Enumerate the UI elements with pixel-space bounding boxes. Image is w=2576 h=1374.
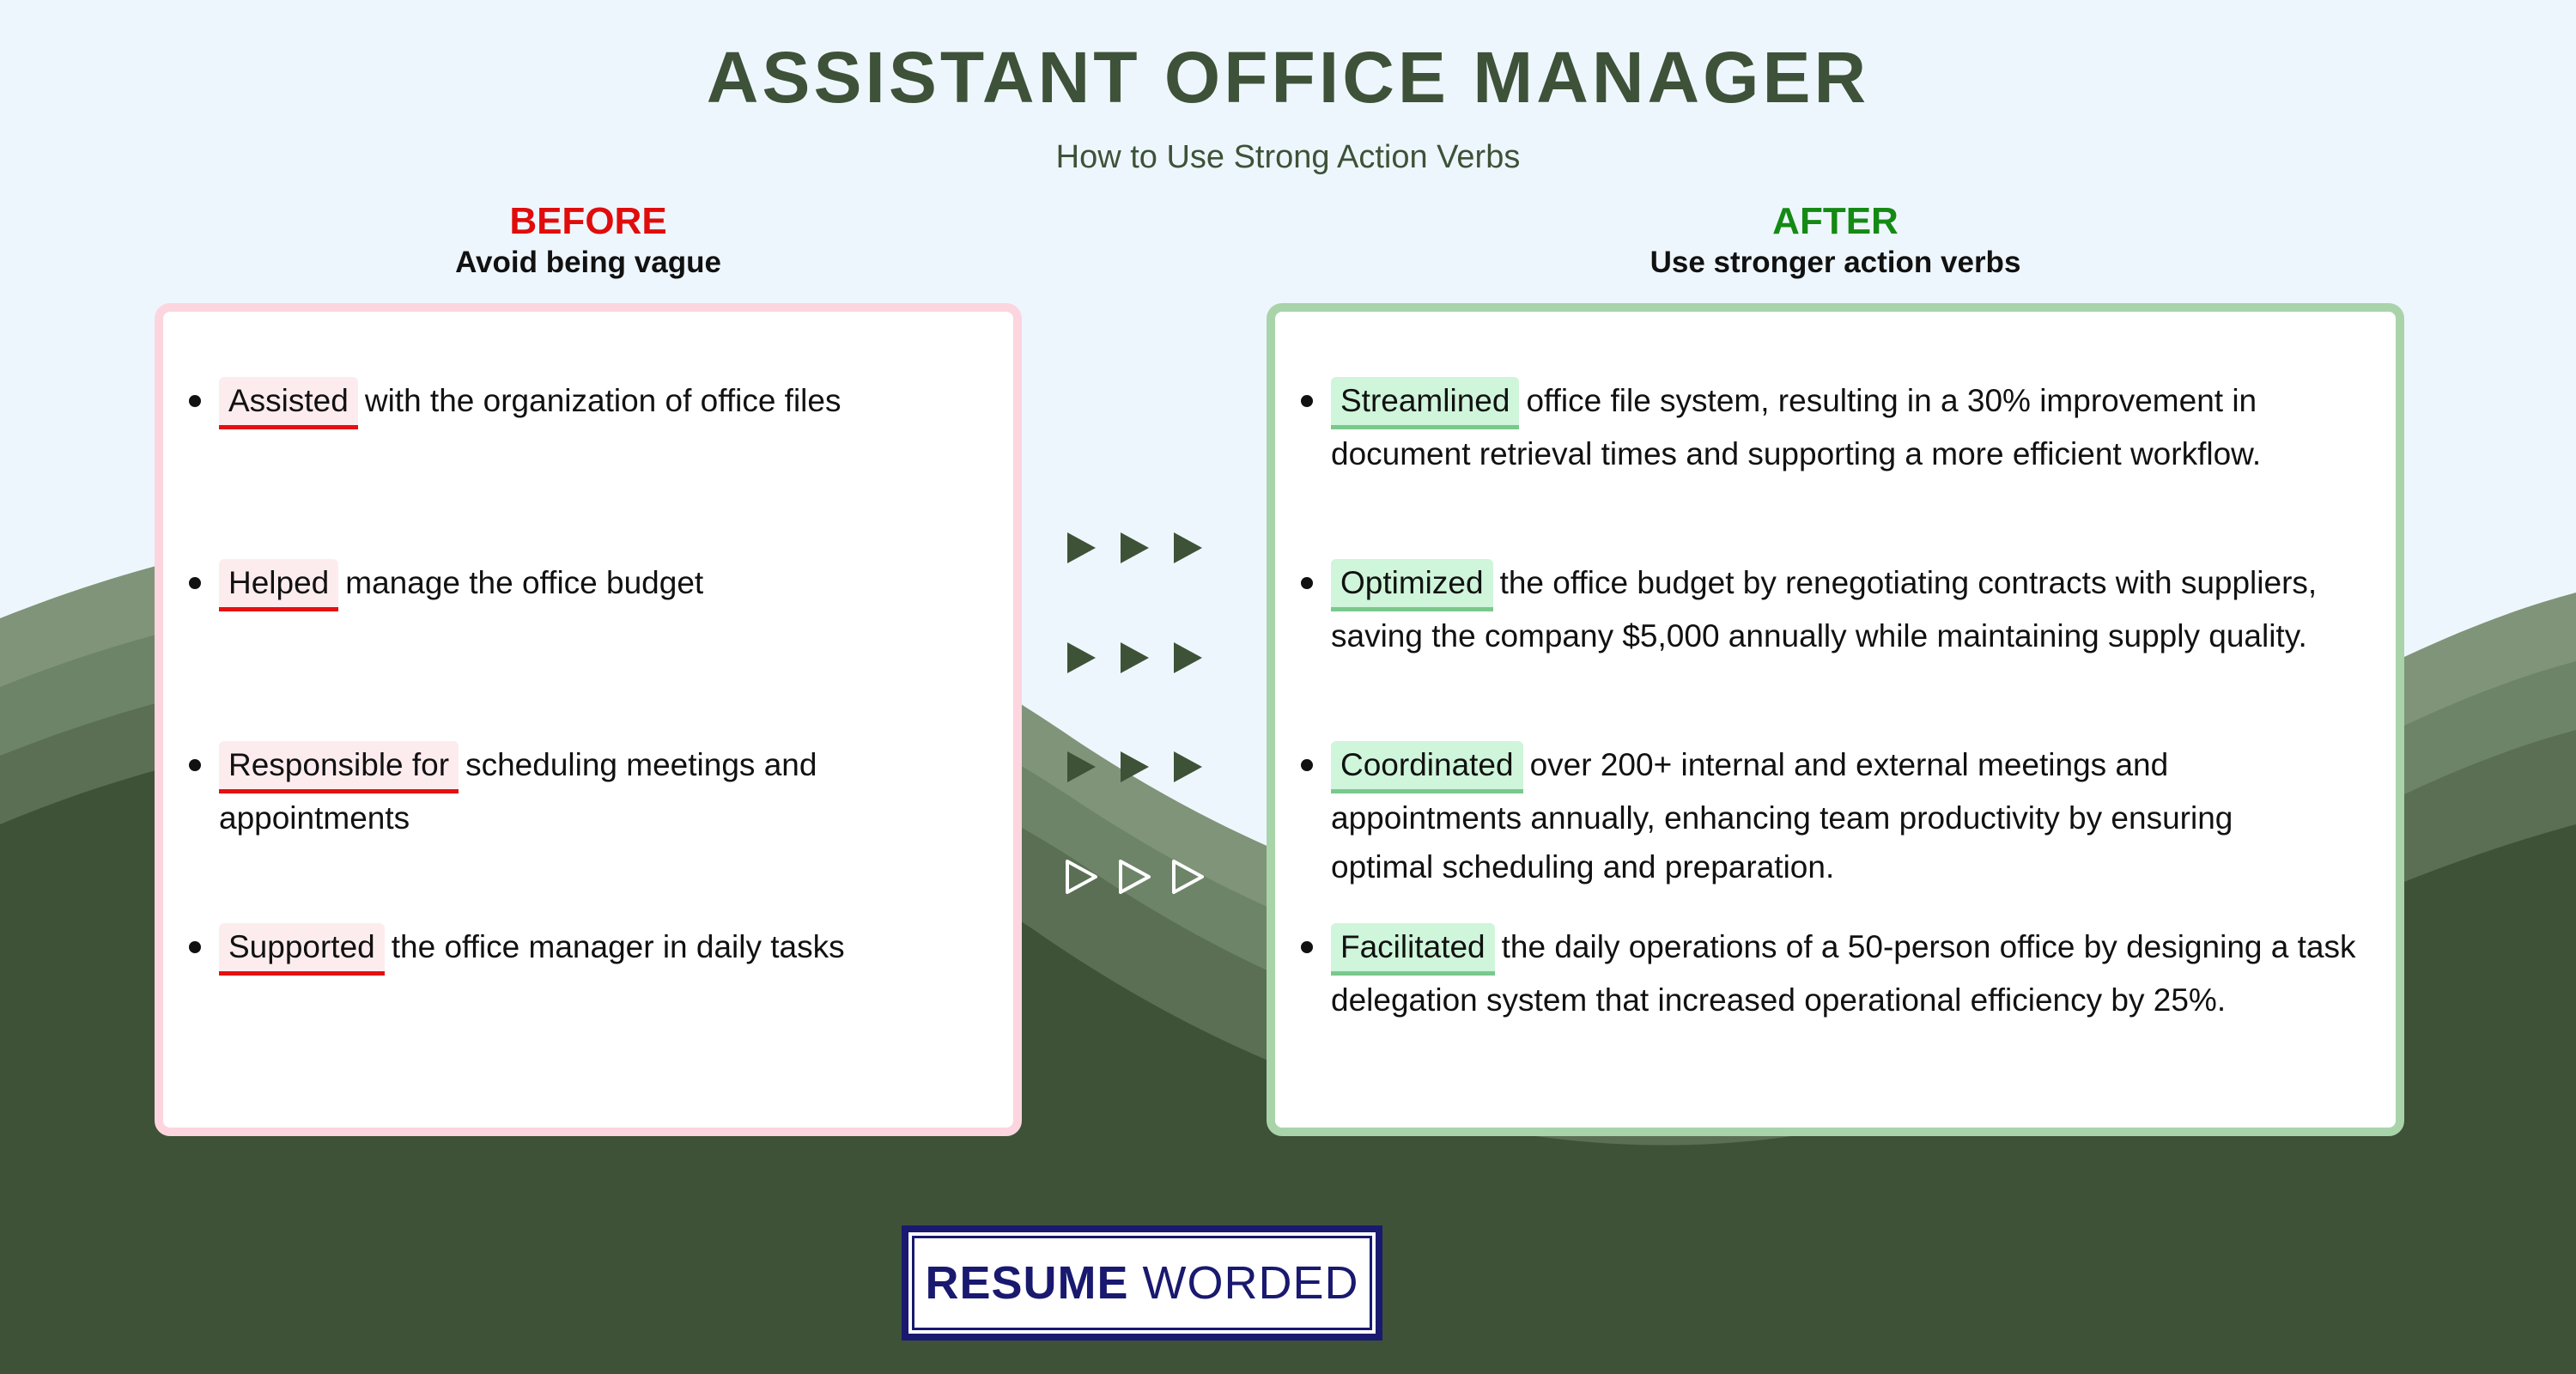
- weak-verb: Responsible for: [219, 741, 459, 793]
- bullet-icon: [1301, 941, 1313, 953]
- before-item-text: manage the office budget: [345, 565, 704, 600]
- after-item-text: the daily operations of a 50-person office by designing a task delegation system that increased operational efficiency by 25%.: [1331, 929, 2356, 1018]
- triple-play-arrow-icon: [1063, 636, 1218, 679]
- bullet-icon: [189, 941, 201, 953]
- before-subheading: Avoid being vague: [455, 246, 721, 279]
- before-item-text: scheduling meetings and appointments: [219, 747, 817, 836]
- before-item-text: the office manager in daily tasks: [391, 929, 845, 964]
- before-heading: [155, 199, 1022, 282]
- bullet-icon: [189, 759, 201, 771]
- logo-text-light: WORDED: [1142, 1257, 1359, 1309]
- triple-play-arrow-icon: [1063, 526, 1218, 569]
- after-item: [1275, 740, 2396, 891]
- bullet-icon: [1301, 759, 1313, 771]
- triple-play-arrow-icon: [1063, 745, 1218, 788]
- after-heading: [1267, 199, 2404, 282]
- before-item: [163, 740, 1013, 842]
- after-label: AFTER: [1772, 200, 1899, 242]
- weak-verb: Supported: [219, 923, 385, 976]
- after-item: [1275, 376, 2396, 478]
- after-panel: [1267, 303, 2404, 1136]
- bullet-icon: [189, 395, 201, 407]
- bullet-icon: [1301, 577, 1313, 589]
- bullet-icon: [189, 577, 201, 589]
- strong-verb: Streamlined: [1331, 377, 1519, 429]
- before-item: [163, 922, 1013, 976]
- weak-verb: Helped: [219, 559, 338, 611]
- after-subheading: Use stronger action verbs: [1649, 246, 2021, 279]
- strong-verb: Optimized: [1331, 559, 1493, 611]
- after-item: [1275, 922, 2396, 1024]
- page-title: ASSISTANT OFFICE MANAGER: [706, 37, 1870, 118]
- logo-text-bold: RESUME: [925, 1257, 1129, 1309]
- strong-verb: Coordinated: [1331, 741, 1523, 793]
- bullet-icon: [1301, 395, 1313, 407]
- before-item-text: with the organization of office files: [364, 383, 841, 418]
- page-subtitle: How to Use Strong Action Verbs: [1055, 139, 1521, 175]
- weak-verb: Assisted: [219, 377, 358, 429]
- after-item-text: the office budget by renegotiating contracts with suppliers, saving the company $5,000 annually while maintaining supply quality.: [1331, 565, 2318, 654]
- after-item-text: office file system, resulting in a 30% improvement in document retrieval times and supporting a more efficient workflow.: [1331, 383, 2262, 471]
- after-item-text: over 200+ internal and external meetings and appointments annually, enhancing team productivity by ensuring optimal scheduling and preparation.: [1331, 747, 2233, 885]
- before-item: [163, 376, 1013, 429]
- before-panel: [155, 303, 1022, 1136]
- resume-worded-logo: [902, 1225, 1382, 1341]
- before-item: [163, 558, 1013, 611]
- after-item: [1275, 558, 2396, 660]
- strong-verb: Facilitated: [1331, 923, 1495, 976]
- triple-play-arrow-outline-icon: [1063, 855, 1218, 898]
- before-label: BEFORE: [509, 200, 667, 242]
